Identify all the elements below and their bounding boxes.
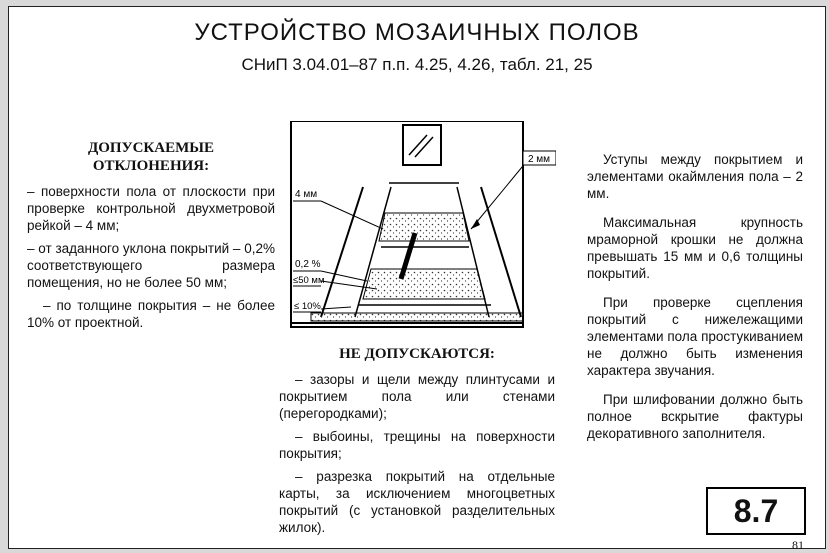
not-allowed-item: – разрезка покрытий на отдельные карты, за исключением многоцветных покрытий (с установкой разделительных жилок). (279, 469, 555, 535)
allowed-item: – поверхности пола от плоскости при проверке контрольной двухметровой рейкой – 4 мм; (27, 184, 275, 233)
mosaic-strip (363, 269, 485, 299)
floor-diagram-svg (281, 121, 556, 331)
step-label: 2 мм (527, 154, 551, 165)
section-number-badge: 8.7 (706, 487, 806, 535)
slope-label: 0,2 % (295, 259, 321, 270)
thickness-label: ≤ 10% (294, 301, 321, 312)
flatness-label: 4 мм (295, 189, 318, 200)
not-allowed-section (279, 345, 555, 542)
requirements-section (587, 151, 803, 454)
page-sheet (8, 6, 826, 549)
page-number: 81 (792, 538, 804, 552)
page-title: УСТРОЙСТВО МОЗАИЧНЫХ ПОЛОВ (194, 19, 640, 46)
door-window (403, 125, 441, 165)
allowed-deviations-section (27, 139, 275, 337)
allowed-heading (27, 139, 275, 175)
not-allowed-item: – выбоины, трещины на поверхности покрытия; (279, 429, 555, 461)
requirement-paragraph: Максимальная крупность мраморной крошки не должна превышать 15 мм и 0,6 толщины покрытий. (587, 215, 803, 281)
allowed-heading-line1: ДОПУСКАЕМЫЕ (87, 140, 215, 156)
requirement-paragraph: Уступы между покрытием и элементами окаймления пола – 2 мм. (587, 152, 803, 201)
not-allowed-item: – зазоры и щели между плинтусами и покрытием пола или стенами (перегородками); (279, 372, 555, 421)
requirement-paragraph: При шлифовании должно быть полное вскрытие фактуры декоративного заполнителя. (587, 392, 803, 441)
floor-diagram (281, 121, 556, 331)
allowed-heading-line2: ОТКЛОНЕНИЯ: (92, 158, 210, 174)
mosaic-strip (379, 213, 469, 241)
page-subtitle: СНиП 3.04.01–87 п.п. 4.25, 4.26, табл. 21, 25 (241, 55, 593, 74)
requirement-paragraph: При проверке сцепления покрытий с нижележащими элементами пола простукиванием не должно быть изменения характера звучания. (587, 295, 803, 378)
not-allowed-heading: НЕ ДОПУСКАЮТСЯ: (339, 346, 495, 362)
slope-max-label: ≤50 мм (293, 275, 325, 286)
allowed-item: – по толщине покрытия – не более 10% от проектной. (27, 298, 275, 330)
allowed-item: – от заданного уклона покрытий – 0,2% соответствующего размера помещения, но не более 50 мм; (27, 241, 275, 290)
